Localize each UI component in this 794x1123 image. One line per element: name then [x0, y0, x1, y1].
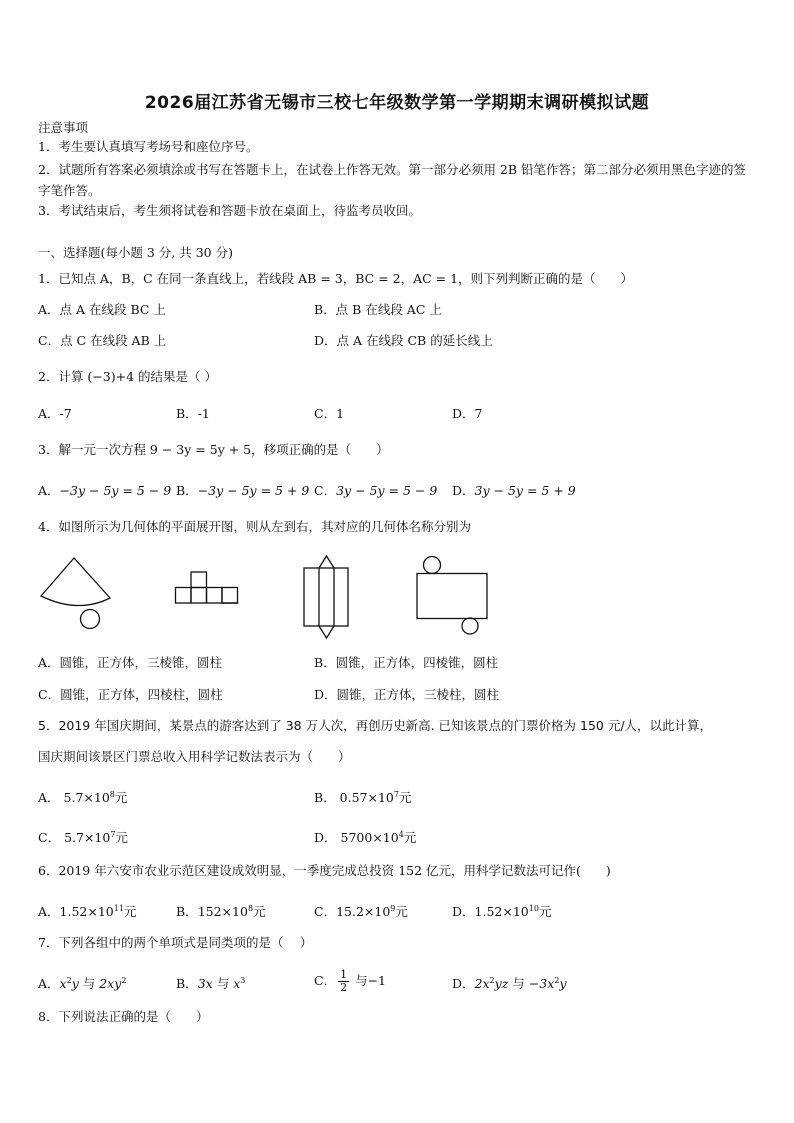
q3-option-c: C．3y − 5y = 5 − 9 — [314, 483, 438, 498]
q1-option-b: B．点 B 在线段 AC 上 — [314, 302, 442, 317]
q2-option-a: A．-7 — [38, 406, 72, 421]
q2-option-c: C．1 — [314, 406, 345, 421]
q1-stem: 1．已知点 A，B，C 在同一条直线上，若线段 AB = 3，BC = 2，AC = 1，则下列判断正确的是（ ） — [38, 271, 634, 286]
q6-stem: 6．2019 年六安市农业示范区建设成效明显，一季度完成总投资 152 亿元，用科学记数法可记作( ) — [38, 863, 611, 878]
notice-item-2: 2．试题所有答案必须填涂或书写在答题卡上，在试卷上作答无效。第一部分必须用 2B 铅笔作答；第二部分必须用黑色字迹的签字笔作答。 — [38, 162, 747, 198]
q4-option-c: C．圆锥，正方体，四棱柱，圆柱 — [38, 687, 223, 702]
q5-option-a: A． $5.7\times 10^8$元 — [38, 790, 128, 806]
q6-option-c: C．$15.2\times 10^9$元 — [314, 904, 408, 920]
notice-heading: 注意事项 — [38, 120, 89, 135]
q3-option-a: A．−3y − 5y = 5 − 9 — [38, 483, 172, 498]
q7-stem: 7．下列各组中的两个单项式是同类项的是（ ） — [38, 935, 313, 950]
cone-net-figure — [38, 556, 118, 634]
q5-option-d: D． $5700\times 10^4$元 — [314, 830, 417, 846]
q7-option-d: D．$2x^2yz$ 与 $-3x^2y$ — [452, 976, 567, 992]
section-heading: 一、选择题(每小题 3 分, 共 30 分) — [38, 245, 233, 260]
q5-stem-line-1: 5．2019 年国庆期间，某景点的游客达到了 38 万人次，再创历史新高. 已知该景点的门票价格为 150 元/人，以此计算， — [38, 718, 713, 733]
notice-item-1: 1．考生要认真填写考场号和座位序号。 — [38, 139, 259, 154]
q7-option-a: A．$x^2y$ 与 $2xy^2$ — [38, 976, 127, 992]
q7-option-b: B．3x 与 $x^3$ — [176, 976, 246, 992]
q2-option-d: D．7 — [452, 406, 483, 421]
q5-option-b: B． $0.57\times 10^7$元 — [314, 790, 412, 806]
q1-option-d: D．点 A 在线段 CB 的延长线上 — [314, 333, 493, 348]
q3-option-d: D．3y − 5y = 5 + 9 — [452, 483, 576, 498]
q4-option-b: B．圆锥，正方体，四棱锥，圆柱 — [314, 655, 499, 670]
fraction: $\frac{1}{2}$ — [340, 968, 348, 994]
q6-option-d: D．$1.52\times 10^{10}$元 — [452, 904, 552, 920]
q5-option-c: C． $5.7\times 10^7$元 — [38, 830, 128, 846]
q2-option-b: B．-1 — [176, 406, 210, 421]
notice-item-3: 3．考试结束后，考生须将试卷和答题卡放在桌面上，待监考员收回。 — [38, 203, 421, 218]
q3-option-b: B．−3y − 5y = 5 + 9 — [176, 483, 310, 498]
q4-option-a: A．圆锥，正方体，三棱锥，圆柱 — [38, 655, 223, 670]
q5-stem-line-2: 国庆期间该景区门票总收入用科学记数法表示为（ ） — [38, 749, 351, 764]
q7-option-c: C． $\frac{1}{2}$ 与−1 — [314, 968, 387, 994]
prism-net-figure — [300, 554, 356, 640]
q8-stem: 8．下列说法正确的是（ ） — [38, 1009, 209, 1024]
page-title: 2026届江苏省无锡市三校七年级数学第一学期期末调研模拟试题 — [144, 93, 650, 113]
q1-option-a: A．点 A 在线段 BC 上 — [38, 302, 166, 317]
q4-option-d: D．圆锥，正方体，三棱柱，圆柱 — [314, 687, 500, 702]
q2-stem: 2．计算 (−3)+4 的结果是（ ） — [38, 369, 217, 384]
q4-stem: 4．如图所示为几何体的平面展开图，则从左到右，其对应的几何体名称分别为 — [38, 519, 471, 534]
q6-option-a: A．$1.52\times 10^{11}$元 — [38, 904, 137, 920]
q1-option-c: C．点 C 在线段 AB 上 — [38, 333, 167, 348]
q3-stem: 3．解一元一次方程 9 − 3y = 5y + 5，移项正确的是（ ） — [38, 442, 389, 457]
cylinder-net-figure — [414, 556, 490, 636]
cube-net-figure — [174, 570, 242, 608]
q6-option-b: B．$152\times 10^8$元 — [176, 904, 266, 920]
